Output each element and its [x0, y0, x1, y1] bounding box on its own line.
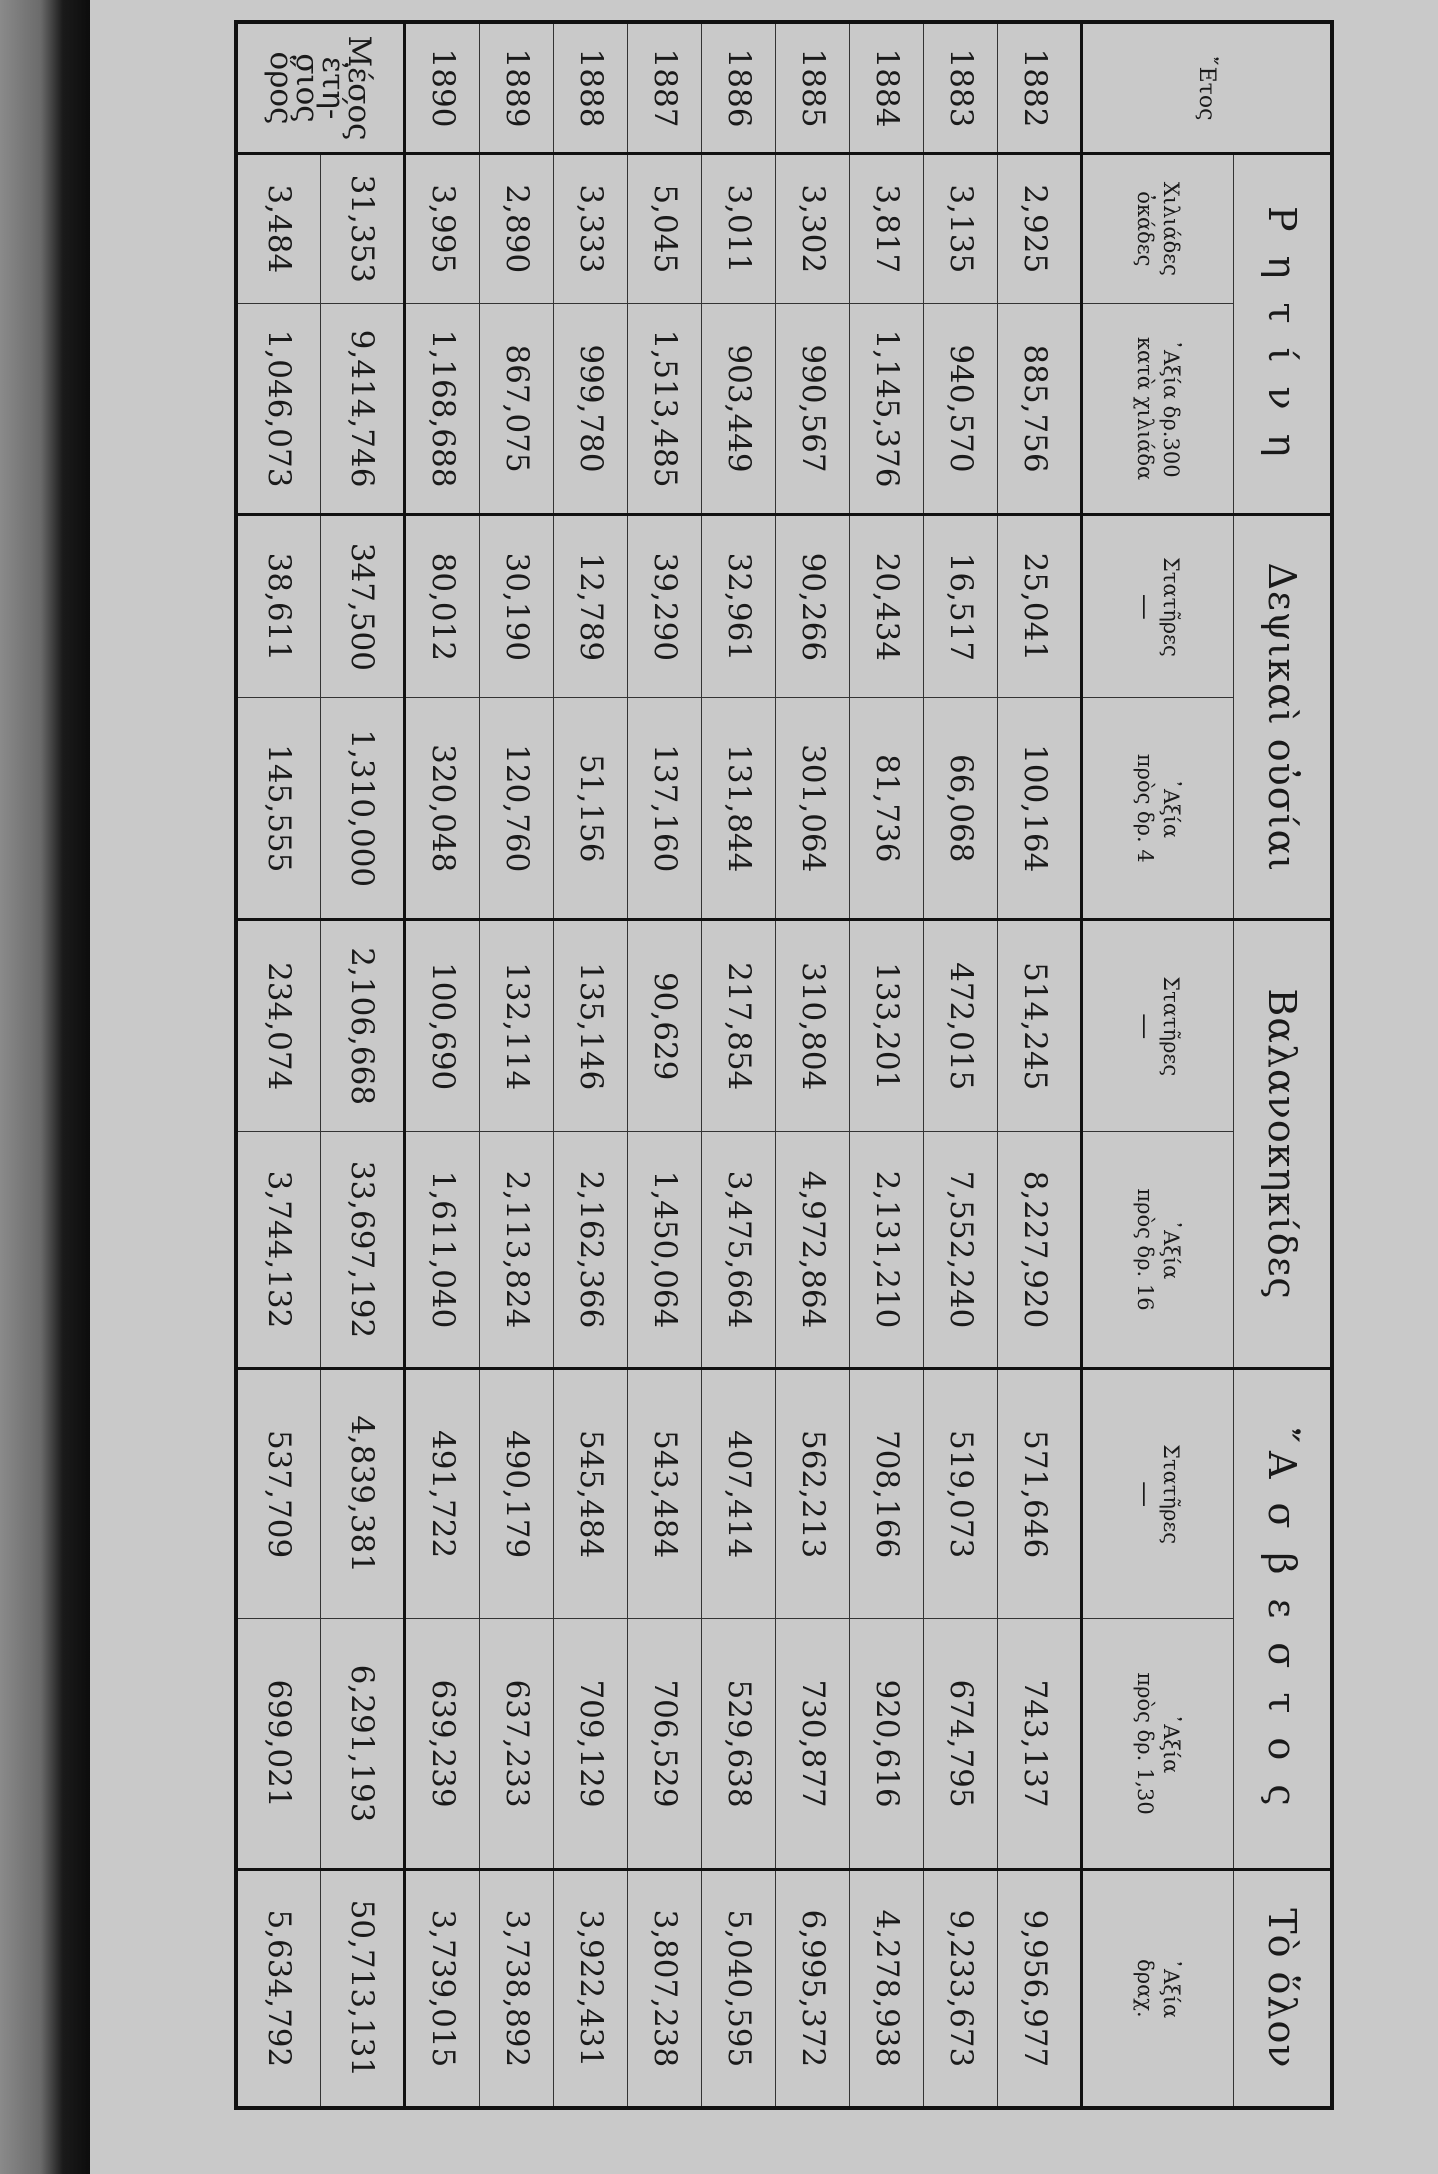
valonia-qty-cell: 217,854: [702, 920, 776, 1132]
total-val-cell: 9,956,977: [998, 1869, 1082, 2108]
sum-lime-val: 6,291,193: [321, 1619, 405, 1869]
totals-row: [321, 22, 405, 2108]
mean-valonia-qty: 234,074: [236, 920, 321, 1132]
lime-val-cell: 706,529: [628, 1619, 702, 1869]
year-cell: 1889: [480, 22, 554, 154]
year-cell: 1888: [554, 22, 628, 154]
table-row: [554, 22, 628, 2108]
rotated-table-wrapper: [234, 20, 1334, 2110]
tannin-val-cell: 100,164: [998, 698, 1082, 920]
tannin-val-cell: 66,068: [924, 698, 998, 920]
total-val-cell: 5,040,595: [702, 1869, 776, 2108]
tannin-qty-cell: 32,961: [702, 515, 776, 698]
tannin-qty-cell: 90,266: [776, 515, 850, 698]
resin-qty-cell: 3,995: [404, 154, 479, 304]
lime-val-cell: 637,233: [480, 1619, 554, 1869]
mean-resin-qty: 3,484: [236, 154, 321, 304]
mean-tannin-qty: 38,611: [236, 515, 321, 698]
table-row: [480, 22, 554, 2108]
lime-qty-cell: 543,484: [628, 1368, 702, 1618]
total-val-cell: 3,807,238: [628, 1869, 702, 2108]
resin-qty-cell: 3,135: [924, 154, 998, 304]
resin-qty-cell: 3,302: [776, 154, 850, 304]
lime-qty-cell: 491,722: [404, 1368, 479, 1618]
year-cell: 1884: [850, 22, 924, 154]
sum-resin-qty: 31,353: [321, 154, 405, 304]
valonia-val-header: ᾿Αξία πρὸς δρ. 16: [1082, 1132, 1234, 1369]
tannin-qty-cell: 25,041: [998, 515, 1082, 698]
sum-valonia-qty: 2,106,668: [321, 920, 405, 1132]
total-group-header: Τὸ ὅλον: [1234, 1869, 1333, 2108]
lime-qty-header: Στατῆρες —: [1082, 1368, 1234, 1618]
total-val-cell: 4,278,938: [850, 1869, 924, 2108]
mean-tannin-val: 145,555: [236, 698, 321, 920]
lime-val-header: ᾿Αξία πρὸς δρ. 1,30: [1082, 1619, 1234, 1869]
tannin-qty-cell: 30,190: [480, 515, 554, 698]
lime-val-cell: 920,616: [850, 1619, 924, 1869]
valonia-qty-cell: 310,804: [776, 920, 850, 1132]
resin-qty-cell: 3,333: [554, 154, 628, 304]
tannin-val-cell: 301,064: [776, 698, 850, 920]
tannin-val-header: ᾿Αξία πρὸς δρ. 4: [1082, 698, 1234, 920]
valonia-qty-cell: 132,114: [480, 920, 554, 1132]
table-row: [850, 22, 924, 2108]
tannin-group-header: Δεψικαὶ οὐσίαι: [1234, 515, 1333, 920]
sum-valonia-val: 33,697,192: [321, 1132, 405, 1369]
valonia-qty-cell: 133,201: [850, 920, 924, 1132]
table-row: [998, 22, 1082, 2108]
book-spine-shadow: [0, 0, 90, 2174]
sum-tannin-qty: 347,500: [321, 515, 405, 698]
tannin-val-cell: 131,844: [702, 698, 776, 920]
table-row: [404, 22, 479, 2108]
valonia-val-cell: 4,972,864: [776, 1132, 850, 1369]
mean-resin-val: 1,046,073: [236, 303, 321, 515]
table-row: [776, 22, 850, 2108]
total-val-cell: 3,738,892: [480, 1869, 554, 2108]
lime-qty-cell: 571,646: [998, 1368, 1082, 1618]
lime-qty-cell: 562,213: [776, 1368, 850, 1618]
resin-qty-cell: 2,890: [480, 154, 554, 304]
valonia-qty-header: Στατῆρες —: [1082, 920, 1234, 1132]
sum-resin-val: 9,414,746: [321, 303, 405, 515]
resin-qty-header: Χιλιάδες ὀκάδες: [1082, 154, 1234, 304]
valonia-val-cell: 2,131,210: [850, 1132, 924, 1369]
tannin-qty-cell: 80,012: [404, 515, 479, 698]
resin-qty-cell: 2,925: [998, 154, 1082, 304]
year-header: ῎Ετος: [1082, 22, 1333, 154]
lime-val-cell: 639,239: [404, 1619, 479, 1869]
resin-val-header: ᾿Αξία δρ.300 κατὰ χιλιάδα: [1082, 303, 1234, 515]
lime-val-cell: 730,877: [776, 1619, 850, 1869]
sum-tannin-val: 1,310,000: [321, 698, 405, 920]
lime-qty-cell: 490,179: [480, 1368, 554, 1618]
resin-qty-cell: 5,045: [628, 154, 702, 304]
resin-val-cell: 990,567: [776, 303, 850, 515]
tannin-qty-cell: 16,517: [924, 515, 998, 698]
resin-val-cell: 1,513,485: [628, 303, 702, 515]
table-row: [628, 22, 702, 2108]
resin-qty-cell: 3,011: [702, 154, 776, 304]
resin-val-cell: 885,756: [998, 303, 1082, 515]
table-row: [702, 22, 776, 2108]
total-val-cell: 3,739,015: [404, 1869, 479, 2108]
lime-qty-cell: 708,166: [850, 1368, 924, 1618]
resin-val-cell: 940,570: [924, 303, 998, 515]
lime-val-cell: 743,137: [998, 1619, 1082, 1869]
valonia-group-header: Βαλανοκηκίδες: [1234, 920, 1333, 1369]
valonia-qty-cell: 100,690: [404, 920, 479, 1132]
tannin-val-cell: 320,048: [404, 698, 479, 920]
lime-group-header: ῎Α σ β ε σ τ ο ς: [1234, 1368, 1333, 1869]
mean-lime-val: 699,021: [236, 1619, 321, 1869]
sum-lime-qty: 4,839,381: [321, 1368, 405, 1618]
year-cell: 1885: [776, 22, 850, 154]
lime-val-cell: 529,638: [702, 1619, 776, 1869]
lime-qty-cell: 407,414: [702, 1368, 776, 1618]
valonia-val-cell: 7,552,240: [924, 1132, 998, 1369]
resin-val-cell: 1,145,376: [850, 303, 924, 515]
resin-qty-cell: 3,817: [850, 154, 924, 304]
total-val-header: ᾿Αξία δραχ.: [1082, 1869, 1234, 2108]
resin-val-cell: 999,780: [554, 303, 628, 515]
total-val-cell: 3,922,431: [554, 1869, 628, 2108]
valonia-val-cell: 8,227,920: [998, 1132, 1082, 1369]
tannin-val-cell: 81,736: [850, 698, 924, 920]
tannin-qty-cell: 12,789: [554, 515, 628, 698]
lime-val-cell: 674,795: [924, 1619, 998, 1869]
year-cell: 1886: [702, 22, 776, 154]
valonia-val-cell: 1,450,064: [628, 1132, 702, 1369]
tannin-qty-cell: 39,290: [628, 515, 702, 698]
valonia-val-cell: 2,113,824: [480, 1132, 554, 1369]
year-cell: 1887: [628, 22, 702, 154]
valonia-qty-cell: 90,629: [628, 920, 702, 1132]
resin-val-cell: 867,075: [480, 303, 554, 515]
sum-total-val: 50,713,131: [321, 1869, 405, 2108]
export-statistics-table: [234, 20, 1334, 2110]
valonia-val-cell: 3,475,664: [702, 1132, 776, 1369]
tannin-qty-header: Στατῆρες —: [1082, 515, 1234, 698]
total-val-cell: 9,233,673: [924, 1869, 998, 2108]
valonia-qty-cell: 135,146: [554, 920, 628, 1132]
valonia-qty-cell: 514,245: [998, 920, 1082, 1132]
lime-qty-cell: 519,073: [924, 1368, 998, 1618]
resin-val-cell: 903,449: [702, 303, 776, 515]
valonia-val-cell: 2,162,366: [554, 1132, 628, 1369]
tannin-val-cell: 120,760: [480, 698, 554, 920]
tannin-val-cell: 51,156: [554, 698, 628, 920]
tannin-qty-cell: 20,434: [850, 515, 924, 698]
lime-qty-cell: 545,484: [554, 1368, 628, 1618]
table-row: [924, 22, 998, 2108]
resin-group-header: Ρ η τ ί ν η: [1234, 154, 1333, 515]
valonia-val-cell: 1,611,040: [404, 1132, 479, 1369]
mean-row: [236, 22, 321, 2108]
lime-val-cell: 709,129: [554, 1619, 628, 1869]
year-cell: 1882: [998, 22, 1082, 154]
mean-annual-label: Μέσος ἐτή- σιος ὅρος: [236, 22, 404, 154]
tannin-val-cell: 137,160: [628, 698, 702, 920]
resin-val-cell: 1,168,688: [404, 303, 479, 515]
valonia-qty-cell: 472,015: [924, 920, 998, 1132]
mean-total-val: 5,634,792: [236, 1869, 321, 2108]
mean-lime-qty: 537,709: [236, 1368, 321, 1618]
year-cell: 1890: [404, 22, 479, 154]
mean-valonia-val: 3,744,132: [236, 1132, 321, 1369]
total-val-cell: 6,995,372: [776, 1869, 850, 2108]
year-cell: 1883: [924, 22, 998, 154]
